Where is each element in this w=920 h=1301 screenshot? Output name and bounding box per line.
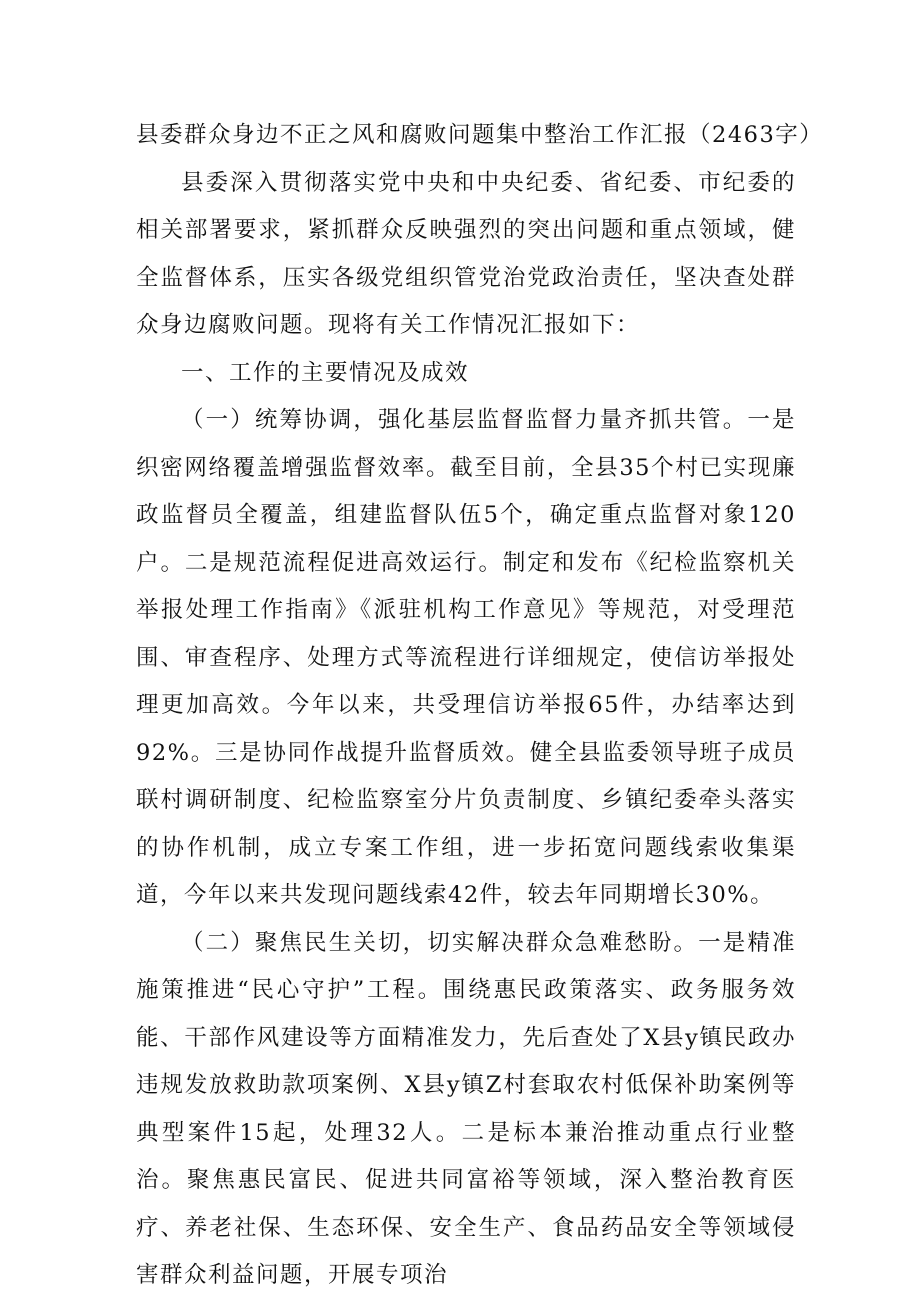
document-title: 县委群众身边不正之风和腐败问题集中整治工作汇报（2463字） [136,122,824,148]
subsection-one-paragraph: （一）统筹协调，强化基层监督监督力量齐抓共管。一是织密网络覆盖增强监督效率。截至目前，全县35个村已实现廉政监督员全覆盖，组建监督队伍5个，确定重点监督对象120户。二是规范流程促进高效运行。制定和发布《纪检监察机关举报处理工作指南》《派驻机构工作意见》等规范，对受理范围、审查程序、处理方式等流程进行详细规定，使信访举报处理更加高效。今年以来，共受理信访举报65件，办结率达到92%。三是协同作战提升监督质效。健全县监委领导班子成员联村调研制度、纪检监察室分片负责制度、乡镇纪委牵头落实的协作机制，成立专案工作组，进一步拓宽问题线索收集渠道，今年以来共发现问题线索42件，较去年同期增长30%。 [136,407,796,908]
document-page [136,112,824,1300]
subsection-two-paragraph: （二）聚焦民生关切，切实解决群众急难愁盼。一是精准施策推进“民心守护”工程。围绕惠民政策落实、政务服务效能、干部作风建设等方面精准发力，先后查处了X县y镇民政办违规发放救助款项案例、X县y镇Z村套取农村低保补助案例等典型案件15起，处理32人。二是标本兼治推动重点行业整治。聚焦惠民富民、促进共同富裕等领域，深入整治教育医疗、养老社保、生态环保、安全生产、食品药品安全等领域侵害群众利益问题，开展专项治 [136,929,796,1288]
section-heading: 一、工作的主要情况及成效 [181,359,470,386]
intro-paragraph: 县委深入贯彻落实党中央和中央纪委、省纪委、市纪委的相关部署要求，紧抓群众反映强烈的突出问题和重点领域，健全监督体系，压实各级党组织管党治党政治责任，坚决查处群众身边腐败问题。现将有关工作情况汇报如下： [136,169,796,338]
